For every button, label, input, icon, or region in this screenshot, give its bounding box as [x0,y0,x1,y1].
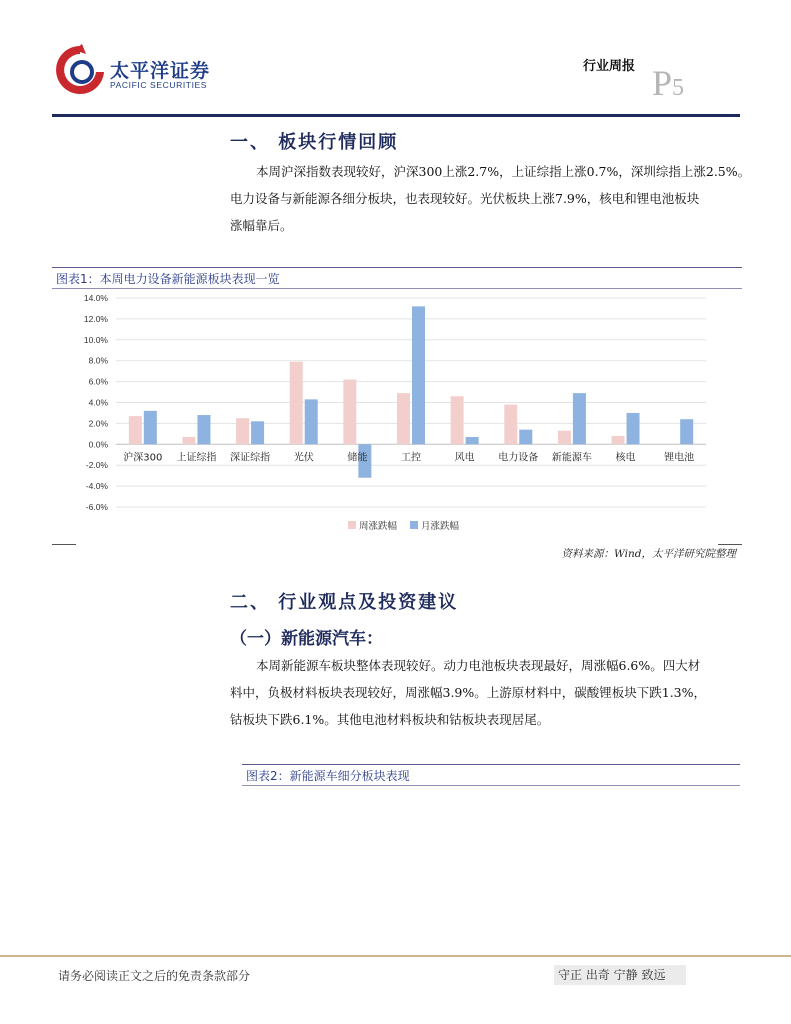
chart-y-tick-label: 0.0% [88,439,108,450]
chart-bar-weekly [182,437,195,444]
footer-motto: 守正 出奇 宁静 致远 [554,965,686,985]
chart-y-tick-label: 10.0% [83,334,108,345]
chart-category-label: 电力设备 [498,452,539,464]
logo-emblem-icon [52,42,108,98]
page-digit: 5 [672,75,685,101]
chart-category-label: 光伏 [293,452,314,464]
chart-rule-left [52,544,76,545]
chart-svg [52,288,742,544]
section2-line: 料中，负极材料板块表现较好，周涨幅3.9%。上游原材料中，碳酸锂板块下跌1.3%， [230,685,707,700]
chart-y-tick-label: -6.0% [85,502,108,512]
chart-category-label: 核电 [615,452,636,464]
section2-paragraph [230,652,742,733]
footer-divider [0,955,791,957]
chart-bar-monthly [627,413,640,444]
figure2-title-bar [242,764,740,786]
chart-bar-monthly [251,421,264,444]
section1-line: 本周沪深指数表现较好，沪深300上涨2.7%，上证综指上涨0.7%，深圳综指上涨2.5%。 [256,164,751,179]
chart-bar-weekly [451,396,464,444]
logo-name-en: PACIFIC SECURITIES [110,80,208,90]
chart-category-label: 锂电池 [664,452,695,464]
chart-bar-weekly [343,380,356,445]
chart-bar-monthly [680,419,693,444]
section1-paragraph [230,158,751,239]
footer-disclaimer: 请务必阅读正文之后的免责条款部分 [58,969,251,983]
figure1-chart [52,288,742,544]
chart-y-tick-label: -4.0% [85,481,108,492]
figure1-title: 图表1：本周电力设备新能源板块表现一览 [56,272,280,286]
chart-legend-label: 月涨跌幅 [421,521,460,532]
section1-line: 电力设备与新能源各细分板块，也表现较好。光伏板块上涨7.9%，核电和锂电池板块 [230,191,700,206]
chart-bar-weekly [397,393,410,444]
chart-bar-monthly [144,411,157,444]
chart-legend-swatch [410,521,418,529]
chart-bar-monthly [466,437,479,444]
chart-bar-monthly [197,415,210,444]
figure1-source: 资料来源：Wind，太平洋研究院整理 [561,548,736,560]
chart-bar-weekly [236,418,249,444]
chart-y-tick-label: 14.0% [83,293,108,303]
chart-bar-weekly [558,431,571,445]
chart-legend-swatch [348,521,356,529]
chart-legend-label: 周涨跌幅 [359,521,398,532]
chart-rule-right [718,544,742,545]
chart-y-tick-label: -2.0% [85,460,108,471]
chart-category-label: 沪深300 [123,452,163,464]
chart-y-tick-label: 2.0% [88,418,108,429]
chart-category-label: 深证综指 [230,452,271,464]
chart-bar-monthly [573,393,586,444]
section2-line: 钴板块下跌6.1%。其他电池材料板块和钴板块表现居尾。 [230,712,550,727]
figure1-title-bar [52,267,742,289]
chart-category-label: 新能源车 [551,452,592,464]
chart-bar-monthly [305,399,318,444]
chart-category-label: 工控 [401,452,421,464]
chart-bar-weekly [129,416,142,444]
chart-category-label: 风电 [454,452,475,464]
chart-y-tick-label: 12.0% [83,313,108,324]
section2-subtitle: （一）新能源汽车： [230,629,383,649]
chart-bar-weekly [290,362,303,445]
page-number [652,62,684,104]
page-prefix: P [652,63,673,103]
section2-title: 二、 行业观点及投资建议 [230,592,459,613]
figure2-title: 图表2：新能源车细分板块表现 [246,769,410,783]
section2-line: 本周新能源车板块整体表现较好。动力电池板块表现最好，周涨幅6.6%。四大材 [256,658,701,673]
section1-line: 涨幅靠后。 [230,218,293,233]
logo-name-cn: 太平洋证券 [110,60,211,82]
report-type-label: 行业周报 [583,59,636,74]
chart-y-tick-label: 4.0% [88,397,108,408]
chart-bar-weekly [612,436,625,444]
chart-y-tick-label: 8.0% [88,355,108,366]
chart-category-label: 储能 [347,452,368,464]
section1-title: 一、 板块行情回顾 [230,132,399,153]
chart-bar-monthly [412,306,425,444]
company-logo [52,42,232,98]
header-divider [52,114,740,117]
chart-y-tick-label: 6.0% [88,376,108,387]
chart-bar-monthly [519,430,532,445]
chart-category-label: 上证综指 [176,452,217,464]
chart-bar-weekly [504,405,517,445]
